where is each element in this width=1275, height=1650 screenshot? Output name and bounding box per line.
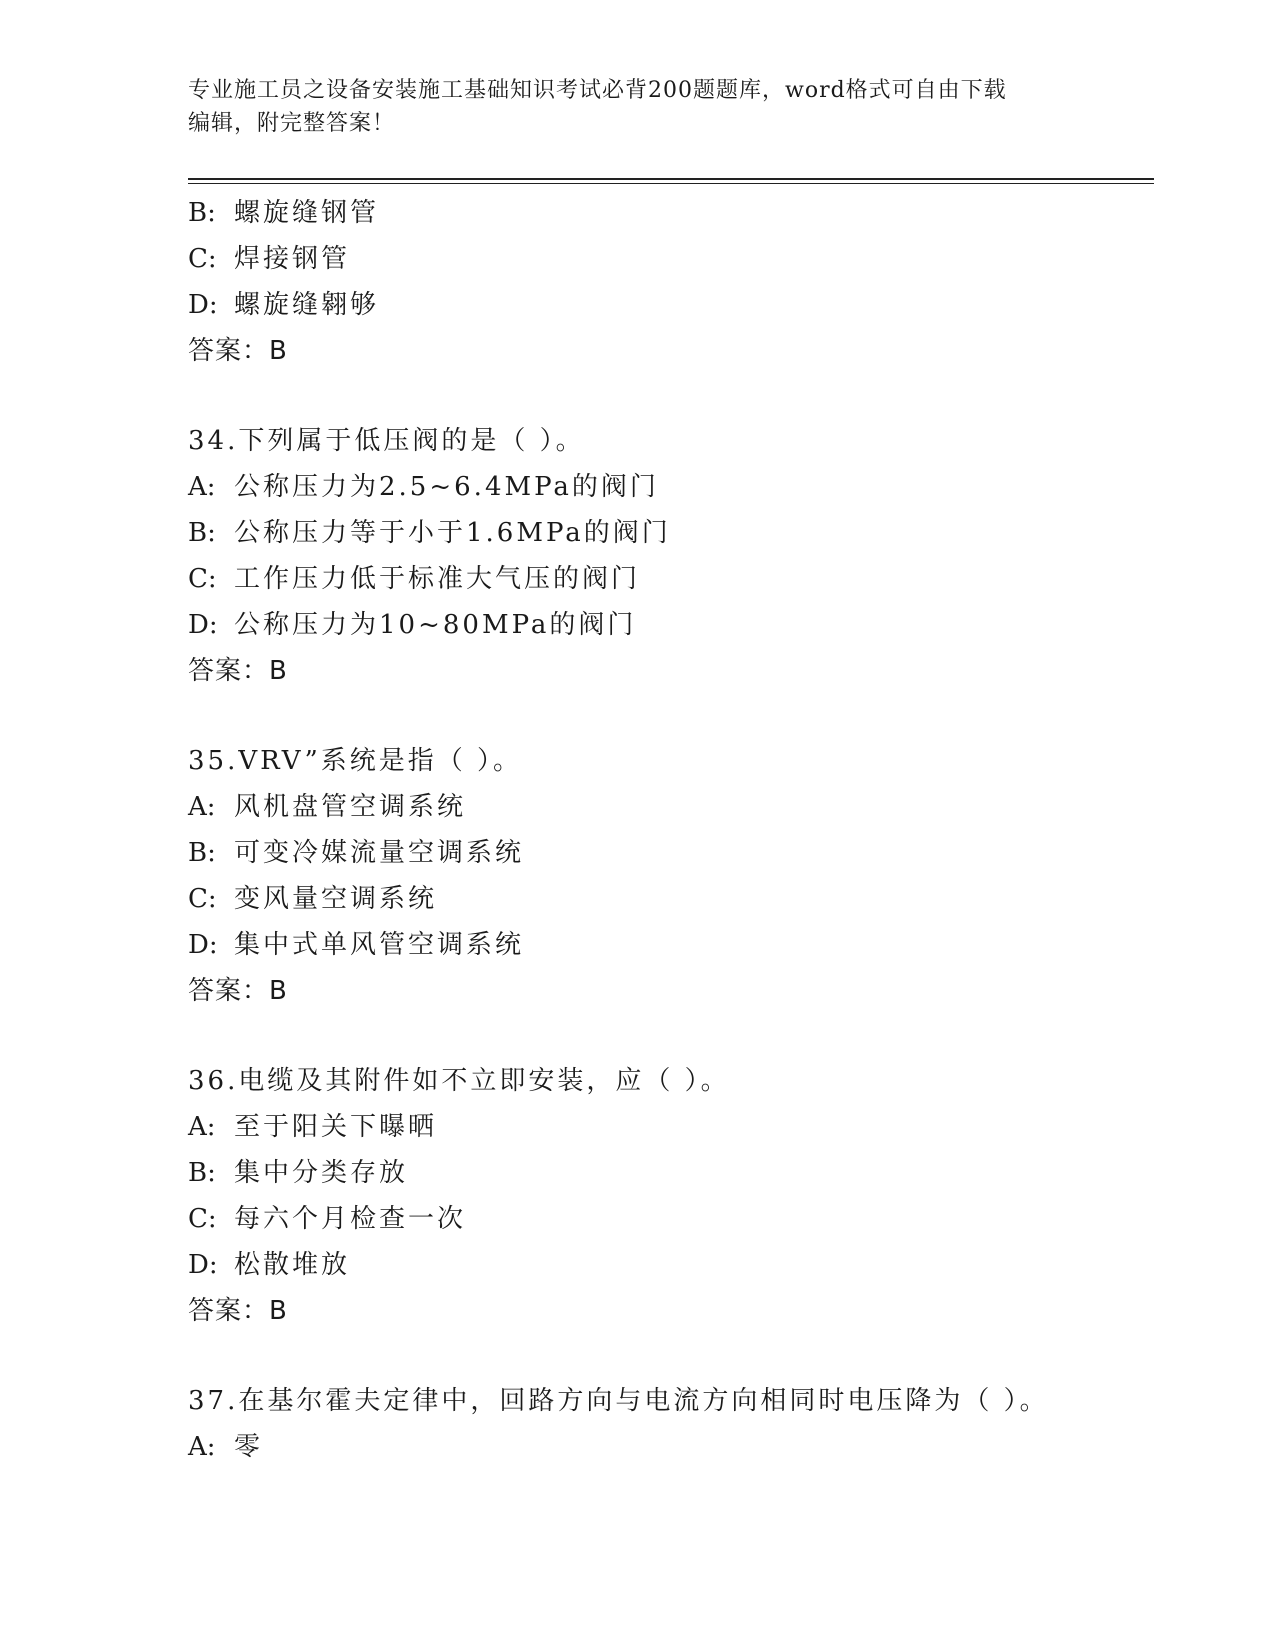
option-label: D: xyxy=(188,1250,218,1280)
option-text: 公称压力为2.5~6.4MPa的阀门 xyxy=(234,472,659,502)
option-label: C: xyxy=(188,884,217,914)
spacer xyxy=(188,694,1154,738)
option-row xyxy=(188,602,1154,648)
header-line-2: 编辑，附完整答案！ xyxy=(188,111,396,136)
option-row xyxy=(188,830,1154,876)
option-row xyxy=(188,282,1154,328)
option-row xyxy=(188,1242,1154,1288)
option-label: D: xyxy=(188,290,218,320)
option-label: C: xyxy=(188,1204,217,1234)
spacer xyxy=(188,1014,1154,1058)
spacer xyxy=(188,374,1154,418)
answer-line: 答案：B xyxy=(188,976,288,1006)
option-row xyxy=(188,1424,1154,1470)
option-row xyxy=(188,464,1154,510)
option-text: 螺旋缝翱够 xyxy=(234,290,380,320)
document-header xyxy=(188,74,1088,140)
option-row xyxy=(188,1196,1154,1242)
option-text: 公称压力为10~80MPa的阀门 xyxy=(234,610,637,640)
option-row xyxy=(188,784,1154,830)
option-row xyxy=(188,510,1154,556)
option-text: 螺旋缝钢管 xyxy=(234,198,380,228)
spacer xyxy=(188,1334,1154,1378)
option-text: 风机盘管空调系统 xyxy=(234,792,467,822)
question-33-continued xyxy=(188,190,1154,374)
option-text: 变风量空调系统 xyxy=(234,884,438,914)
option-label: B: xyxy=(188,838,216,868)
option-text: 可变冷媒流量空调系统 xyxy=(234,838,525,868)
option-text: 集中分类存放 xyxy=(234,1158,409,1188)
option-row xyxy=(188,190,1154,236)
option-text: 公称压力等于小于1.6MPa的阀门 xyxy=(234,518,671,548)
option-row xyxy=(188,556,1154,602)
option-label: A: xyxy=(188,792,216,822)
option-label: A: xyxy=(188,472,216,502)
question-stem: 36.电缆及其附件如不立即安装，应（ ）。 xyxy=(188,1066,730,1096)
question-37 xyxy=(188,1378,1154,1470)
option-label: D: xyxy=(188,930,218,960)
answer-line: 答案：B xyxy=(188,656,288,686)
question-35 xyxy=(188,738,1154,1014)
option-label: A: xyxy=(188,1112,216,1142)
option-text: 每六个月检查一次 xyxy=(234,1204,467,1234)
option-label: B: xyxy=(188,1158,216,1188)
option-label: C: xyxy=(188,564,217,594)
option-row xyxy=(188,922,1154,968)
question-stem: 37.在基尔霍夫定律中，回路方向与电流方向相同时电压降为（ ）。 xyxy=(188,1386,1049,1416)
question-36 xyxy=(188,1058,1154,1334)
option-text: 集中式单风管空调系统 xyxy=(234,930,525,960)
question-stem: 34.下列属于低压阀的是（ ）。 xyxy=(188,426,585,456)
option-row xyxy=(188,1150,1154,1196)
header-divider-thin xyxy=(188,183,1154,184)
question-stem: 35.VRV”系统是指（ ）。 xyxy=(188,746,523,776)
header-divider xyxy=(188,178,1154,180)
option-text: 焊接钢管 xyxy=(234,244,351,274)
option-text: 至于阳关下曝晒 xyxy=(234,1112,438,1142)
option-label: B: xyxy=(188,198,216,228)
option-label: B: xyxy=(188,518,216,548)
option-text: 零 xyxy=(234,1432,264,1462)
option-label: D: xyxy=(188,610,218,640)
answer-line: 答案：B xyxy=(188,1296,288,1326)
option-label: A: xyxy=(188,1432,216,1462)
option-row xyxy=(188,876,1154,922)
option-row xyxy=(188,1104,1154,1150)
header-line-1: 专业施工员之设备安装施工基础知识考试必背200题题库，word格式可自由下载 xyxy=(188,78,1007,103)
question-34 xyxy=(188,418,1154,694)
answer-line: 答案：B xyxy=(188,336,288,366)
option-label: C: xyxy=(188,244,217,274)
option-text: 工作压力低于标准大气压的阀门 xyxy=(234,564,641,594)
question-list xyxy=(188,190,1154,1470)
option-row xyxy=(188,236,1154,282)
option-text: 松散堆放 xyxy=(234,1250,351,1280)
